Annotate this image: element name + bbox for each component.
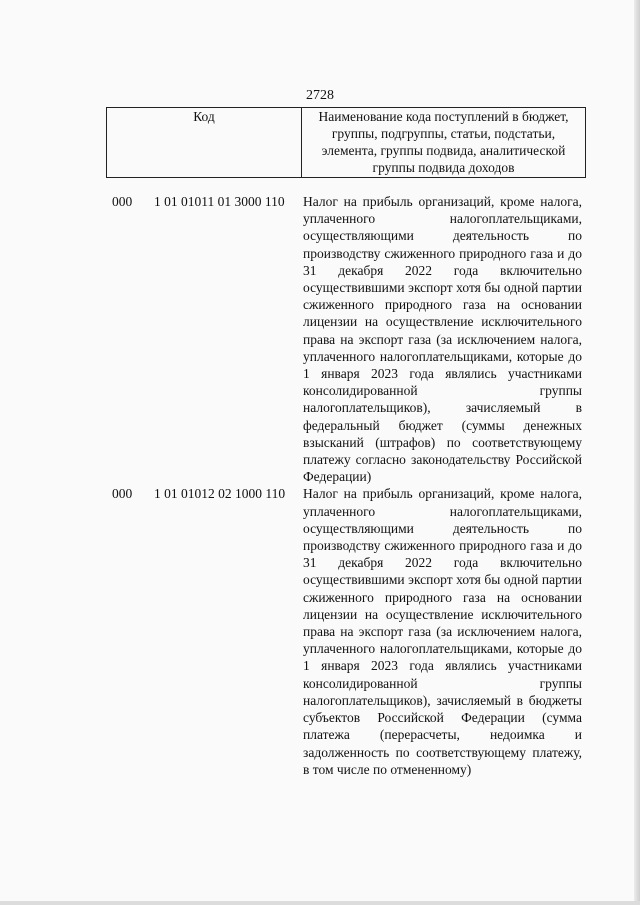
table-body	[106, 193, 586, 778]
header-code-cell: Код	[107, 108, 302, 178]
revenue-code: 1 01 01012 02 1000 110	[154, 486, 286, 502]
revenue-code: 1 01 01011 01 3000 110	[154, 194, 285, 209]
table-row	[106, 193, 586, 485]
header-name-cell: Наименование кода поступлений в бюджет, группы, подгруппы, статьи, подстатьи, элемента, группы подвида, аналитической группы подвида доходов	[302, 108, 586, 178]
page-number: 2728	[306, 88, 334, 103]
revenue-name: Налог на прибыль организаций, кроме налога, уплаченного налогоплательщиками, осуществляющими деятельность по производству сжиженного природного газа и до 31 декабря 2022 года включительно осуществившими экспорт хотя бы одной партии сжиженного природного газа на основании лицензии на осуществление исключительного права на экспорт газа (за исключением налога, уплаченного налогоплательщиками, которые до 1 января 2023 года являлись участниками консолидированной группы налогоплательщиков), зачисляемый в бюджеты субъектов Российской Федерации (сумма платежа (перерасчеты, недоимка и задолженность по соответствующему платежу, в том числе по отмененному)	[303, 486, 582, 777]
table-row	[106, 485, 586, 777]
admin-code: 000	[112, 194, 133, 209]
scan-edge-bottom	[0, 901, 640, 905]
table-header	[106, 107, 586, 178]
revenue-name: Налог на прибыль организаций, кроме налога, уплаченного налогоплательщиками, осуществляющими деятельность по производству сжиженного природного газа и до 31 декабря 2022 года включительно осуществившими экспорт хотя бы одной партии сжиженного природного газа на основании лицензии на осуществление исключительного права на экспорт газа (за исключением налога, уплаченного налогоплательщиками, которые до 1 января 2023 года являлись участниками консолидированной группы налогоплательщиков), зачисляемый в федеральный бюджет (суммы денежных взысканий (штрафов) по соответствующему платежу согласно законодательству Российской Федерации)	[303, 194, 582, 485]
admin-code: 000	[112, 486, 133, 502]
scan-edge	[634, 0, 640, 905]
